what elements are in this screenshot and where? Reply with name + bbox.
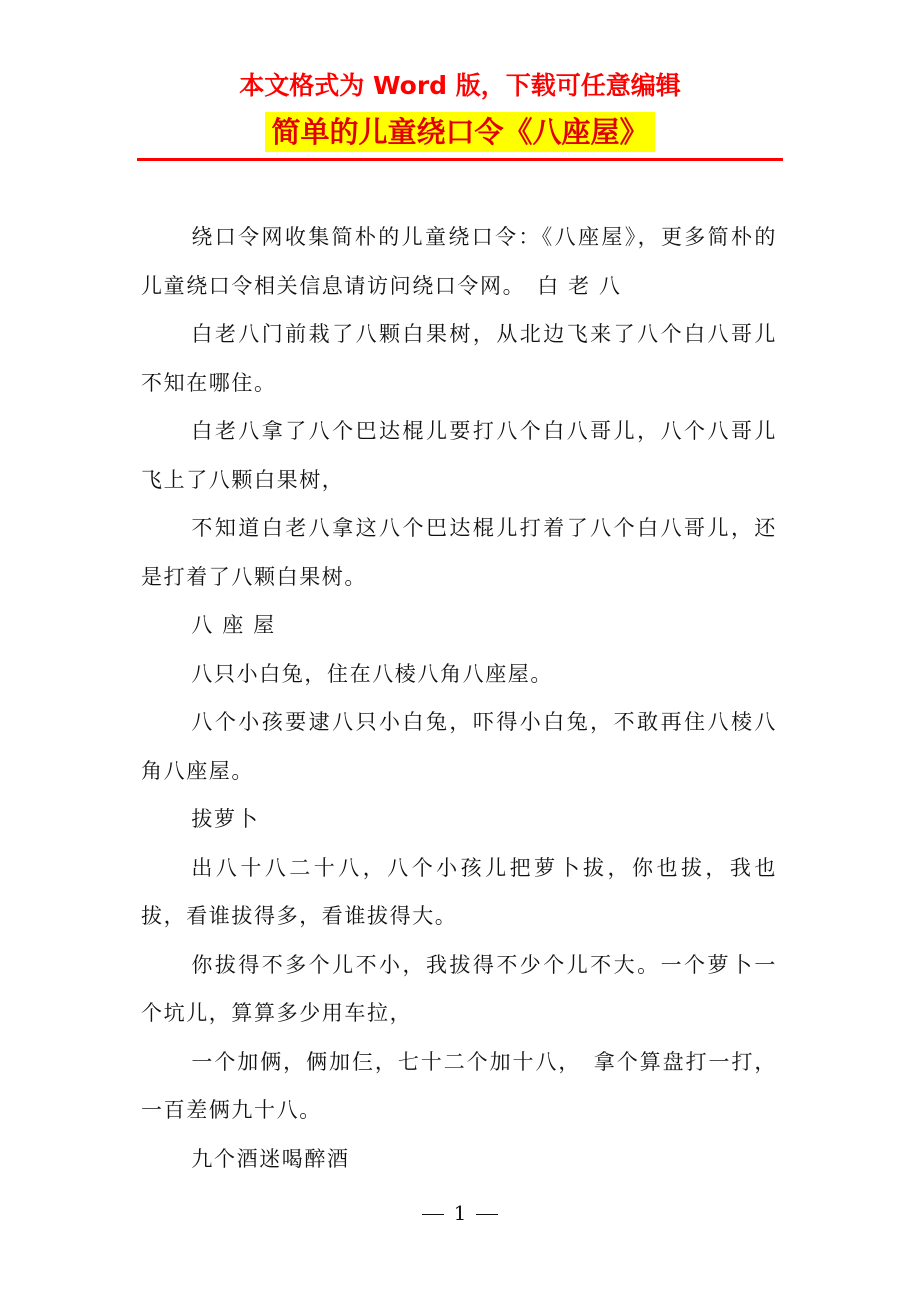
paragraph: 八只小白兔，住在八棱八角八座屋。 [191,661,553,686]
footer-dash-right [476,1214,498,1216]
paragraph-intro: 绕口令网收集简朴的儿童绕口令：《八座屋》，更多简朴的儿童绕口令相关信息请访问绕口令网。 白 老 八 [141,225,777,298]
header-divider [137,158,783,161]
document-body [141,213,777,1183]
paragraph: 出八十八二十八，八个小孩儿把萝卜拔，你也拔，我也拔，看谁拔得多，看谁拔得大。 [141,855,777,928]
paragraph: 白老八拿了八个巴达棍儿要打八个白八哥儿，八个八哥儿飞上了八颗白果树， [141,419,777,492]
paragraph: 不知道白老八拿这八个巴达棍儿打着了八个白八哥儿，还是打着了八颗白果树。 [141,516,777,589]
document-title: 简单的儿童绕口令《八座屋》 [265,112,654,152]
section-heading: 八 座 屋 [191,613,276,637]
footer-dash-left [422,1214,444,1216]
title-wrapper [0,112,920,157]
section-heading: 拔萝卜 [191,807,260,831]
section-heading: 九个酒迷喝醉酒 [191,1146,350,1171]
paragraph: 八个小孩要逮八只小白兔，吓得小白兔，不敢再住八棱八角八座屋。 [141,710,777,783]
page-number: 1 [453,1201,467,1225]
paragraph: 你拔得不多个儿不小，我拔得不少个儿不大。一个萝卜一个坑儿，算算多少用车拉， [141,952,777,1025]
paragraph: 一个加俩，俩加仨，七十二个加十八， 拿个算盘打一打，一百差俩九十八。 [141,1049,777,1122]
page-footer [0,1198,920,1228]
document-header [0,64,920,157]
format-notice: 本文格式为 Word 版，下载可任意编辑 [239,71,681,100]
paragraph: 白老八门前栽了八颗白果树，从北边飞来了八个白八哥儿不知在哪住。 [141,322,777,395]
